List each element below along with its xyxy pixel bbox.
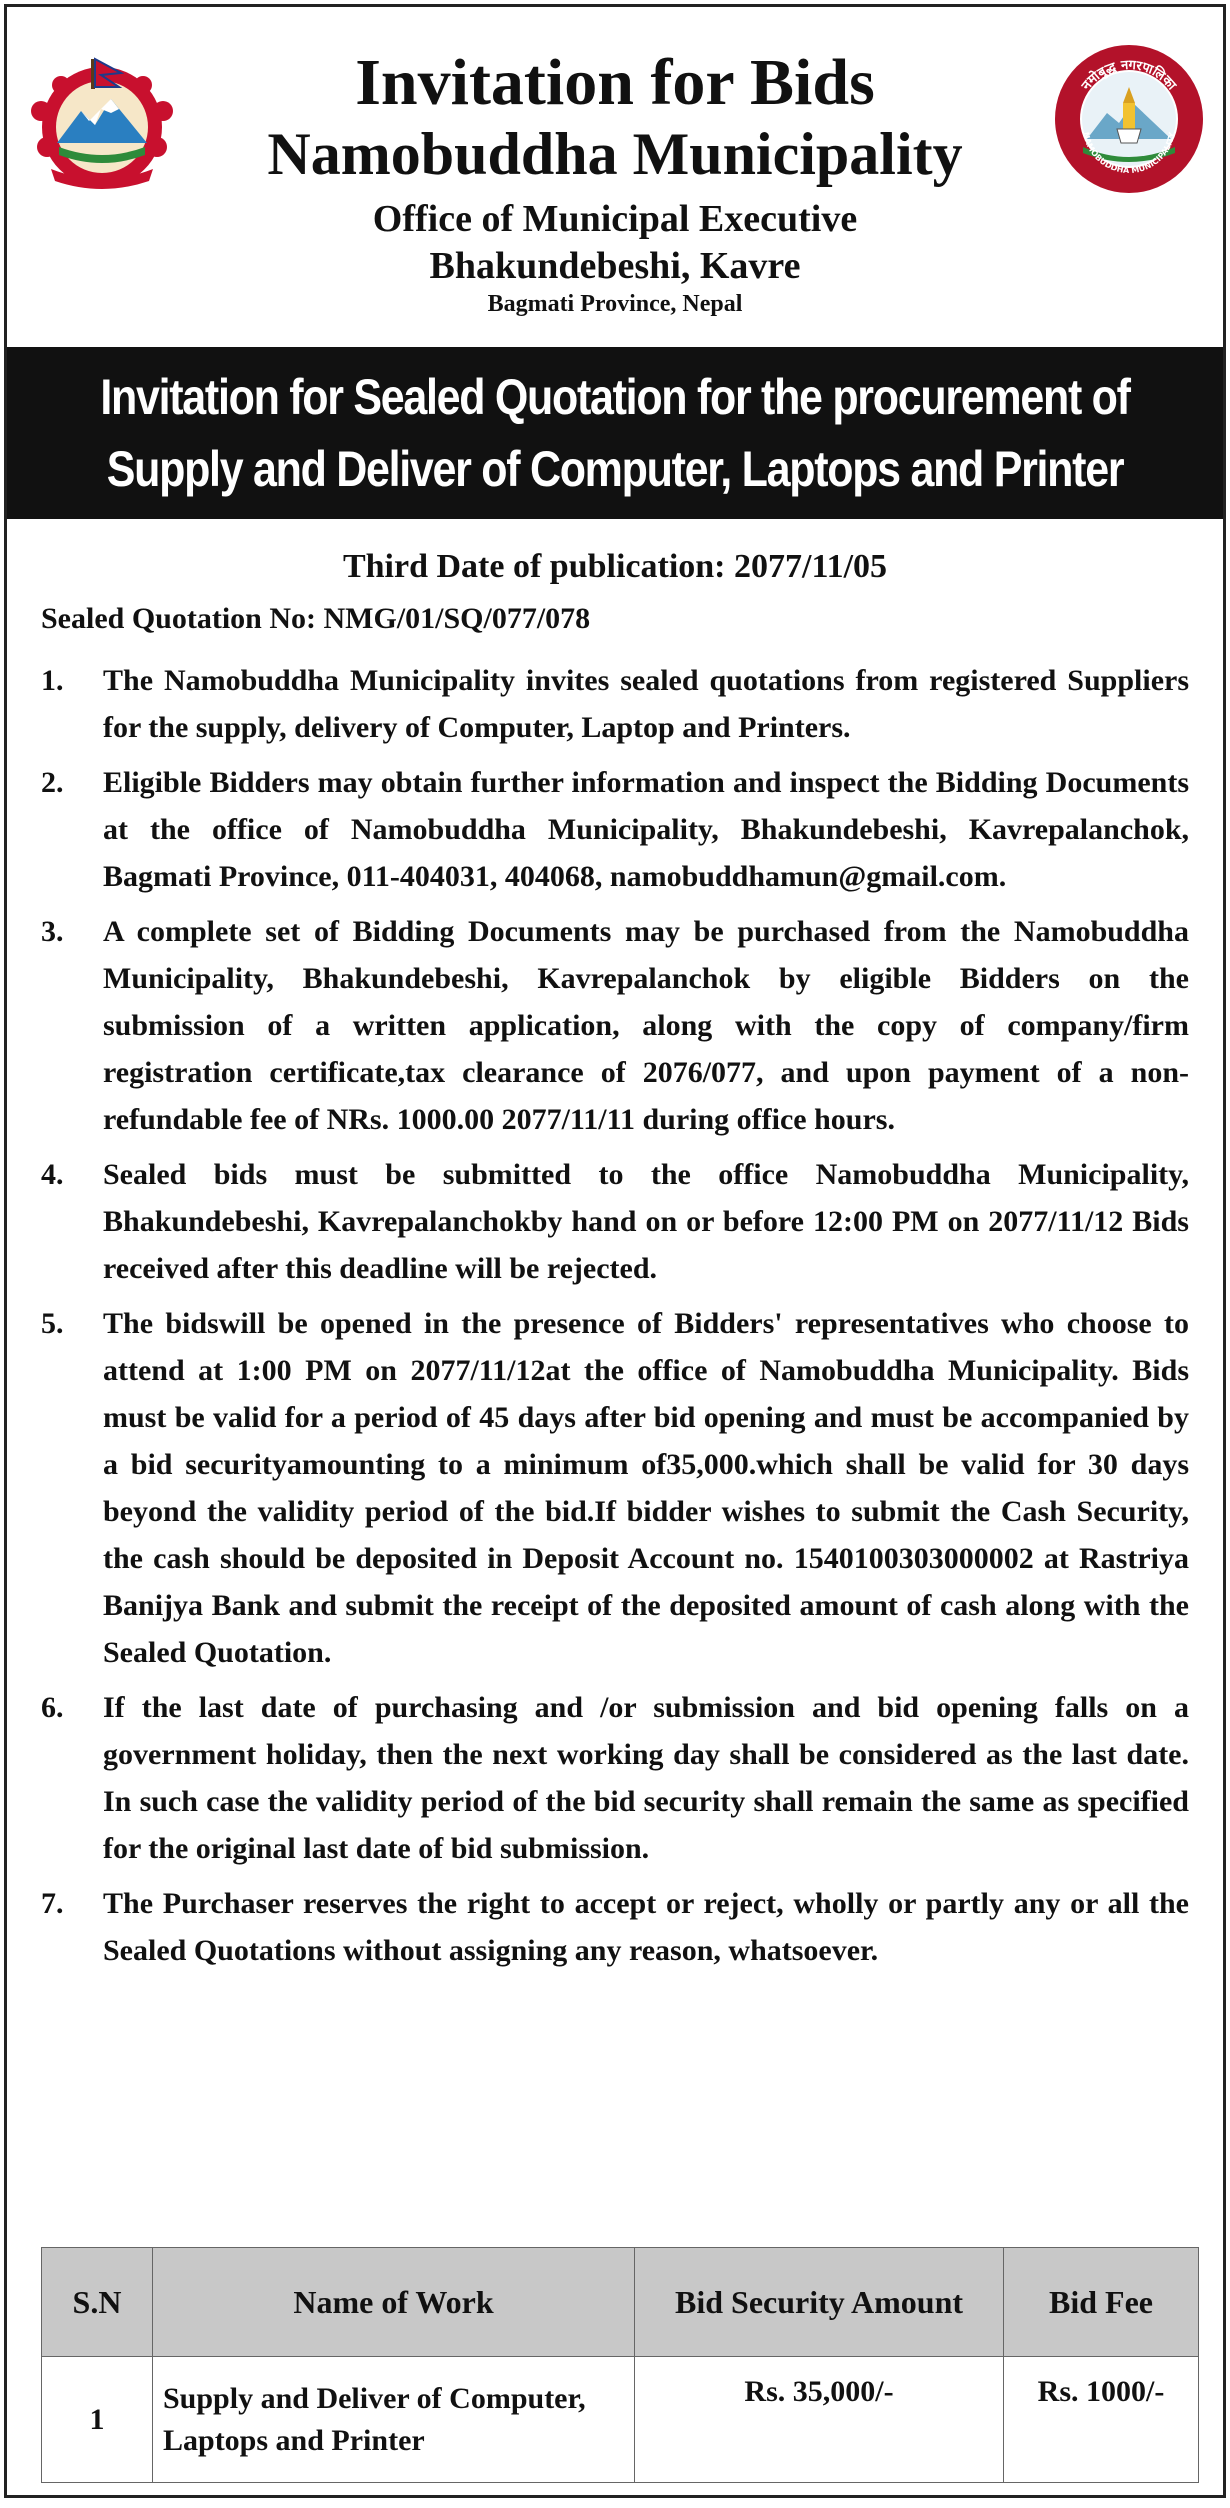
notice-header bbox=[7, 7, 1223, 347]
clause-number: 7. bbox=[41, 1887, 64, 1920]
clause-number: 1. bbox=[41, 664, 64, 697]
clause-number: 4. bbox=[41, 1158, 64, 1191]
bid-table bbox=[41, 2247, 1199, 2483]
office-name: Office of Municipal Executive bbox=[372, 198, 858, 240]
municipality-name: Namobuddha Municipality bbox=[267, 121, 963, 187]
clause-number: 2. bbox=[41, 766, 64, 799]
table-header-row bbox=[42, 2248, 1199, 2357]
column-header-fee: Bid Fee bbox=[1004, 2248, 1199, 2357]
cell-fee: Rs. 1000/- bbox=[1004, 2357, 1199, 2483]
cell-sn: 1 bbox=[42, 2357, 153, 2483]
clause-list bbox=[7, 657, 1223, 1974]
cell-work: Supply and Deliver of Computer, Laptops and Printer bbox=[153, 2357, 635, 2483]
clause-item bbox=[41, 1684, 1189, 1872]
clause-number: 6. bbox=[41, 1691, 64, 1724]
clause-text: If the last date of purchasing and /or submission and bid opening falls on a government holiday, then the next working day shall be considered as the last date. In such case the validity period of the bid security shall remain the same as specified for the original last date of bid submission. bbox=[103, 1691, 1189, 1865]
clause-item bbox=[41, 657, 1189, 751]
clause-text: The bidswill be opened in the presence of Bidders' representatives who choose to attend at 1:00 PM on 2077/11/12at the office of Namobuddha Municipality. Bids must be valid for a period of 45 days after bid opening and must be accompanied by a bid securityamounting to a minimum of35,000.which shall be valid for 30 days beyond the validity period of the bid.If bidder wishes to submit the Cash Security, the cash should be deposited in Deposit Account no. 1540100303000002 at Rastriya Banijya Bank and submit the receipt of the deposited amount of cash along with the Sealed Quotation. bbox=[103, 1307, 1189, 1669]
office-location: Bhakundebeshi, Kavre bbox=[429, 245, 801, 287]
clause-text: A complete set of Bidding Documents may be purchased from the Namobuddha Municipality, Bhakundebeshi, Kavrepalanchok by eligible Bidders on the submission of a written application, along with the copy of company/firm registration certificate,tax clearance of 2076/077, and upon payment of a non-refundable fee of NRs. 1000.00 2077/11/11 during office hours. bbox=[103, 915, 1189, 1136]
clause-text: Sealed bids must be submitted to the office Namobuddha Municipality, Bhakundebeshi, Kavrepalanchokby hand on or before 12:00 PM on 2077/11/12 Bids received after this deadline will be rejected. bbox=[103, 1158, 1189, 1285]
cell-security: Rs. 35,000/- bbox=[635, 2357, 1004, 2483]
clause-text: The Namobuddha Municipality invites sealed quotations from registered Suppliers for the supply, delivery of Computer, Laptop and Printers. bbox=[103, 664, 1189, 744]
clause-item bbox=[41, 908, 1189, 1143]
province-line: Bagmati Province, Nepal bbox=[487, 291, 743, 317]
notice-page bbox=[4, 4, 1226, 2498]
table-row bbox=[42, 2357, 1199, 2483]
clause-item bbox=[41, 1880, 1189, 1974]
column-header-sn: S.N bbox=[42, 2248, 153, 2357]
quotation-number: Sealed Quotation No: NMG/01/SQ/077/078 bbox=[41, 602, 591, 635]
banner-line-2: Supply and Deliver of Computer, Laptops and Printer bbox=[106, 441, 1124, 497]
publication-date: Third Date of publication: 2077/11/05 bbox=[342, 548, 888, 585]
clause-number: 3. bbox=[41, 915, 64, 948]
clause-number: 5. bbox=[41, 1307, 64, 1340]
clause-text: The Purchaser reserves the right to accept or reject, wholly or partly any or all the Sealed Quotations without assigning any reason, whatsoever. bbox=[103, 1887, 1189, 1967]
banner-line-1: Invitation for Sealed Quotation for the procurement of bbox=[100, 369, 1130, 425]
nepal-emblem-icon bbox=[21, 51, 183, 191]
clause-text: Eligible Bidders may obtain further information and inspect the Bidding Documents at the office of Namobuddha Municipality, Bhakundebeshi, Kavrepalanchok, Bagmati Province, 011-404031, 404068, namobuddhamun@gmail.com. bbox=[103, 766, 1189, 893]
column-header-work: Name of Work bbox=[153, 2248, 635, 2357]
clause-item bbox=[41, 1300, 1189, 1676]
clause-item bbox=[41, 759, 1189, 900]
clause-item bbox=[41, 1151, 1189, 1292]
notice-title: Invitation for Bids bbox=[355, 46, 875, 119]
title-banner bbox=[7, 347, 1223, 519]
municipality-seal-icon bbox=[1053, 43, 1205, 195]
seal-text-bottom: NAMOBUDDHA MUNICIPALITY bbox=[1081, 131, 1177, 176]
seal-text-top: नमोबुद्ध नगरपालिका bbox=[1079, 57, 1179, 94]
column-header-security: Bid Security Amount bbox=[635, 2248, 1004, 2357]
